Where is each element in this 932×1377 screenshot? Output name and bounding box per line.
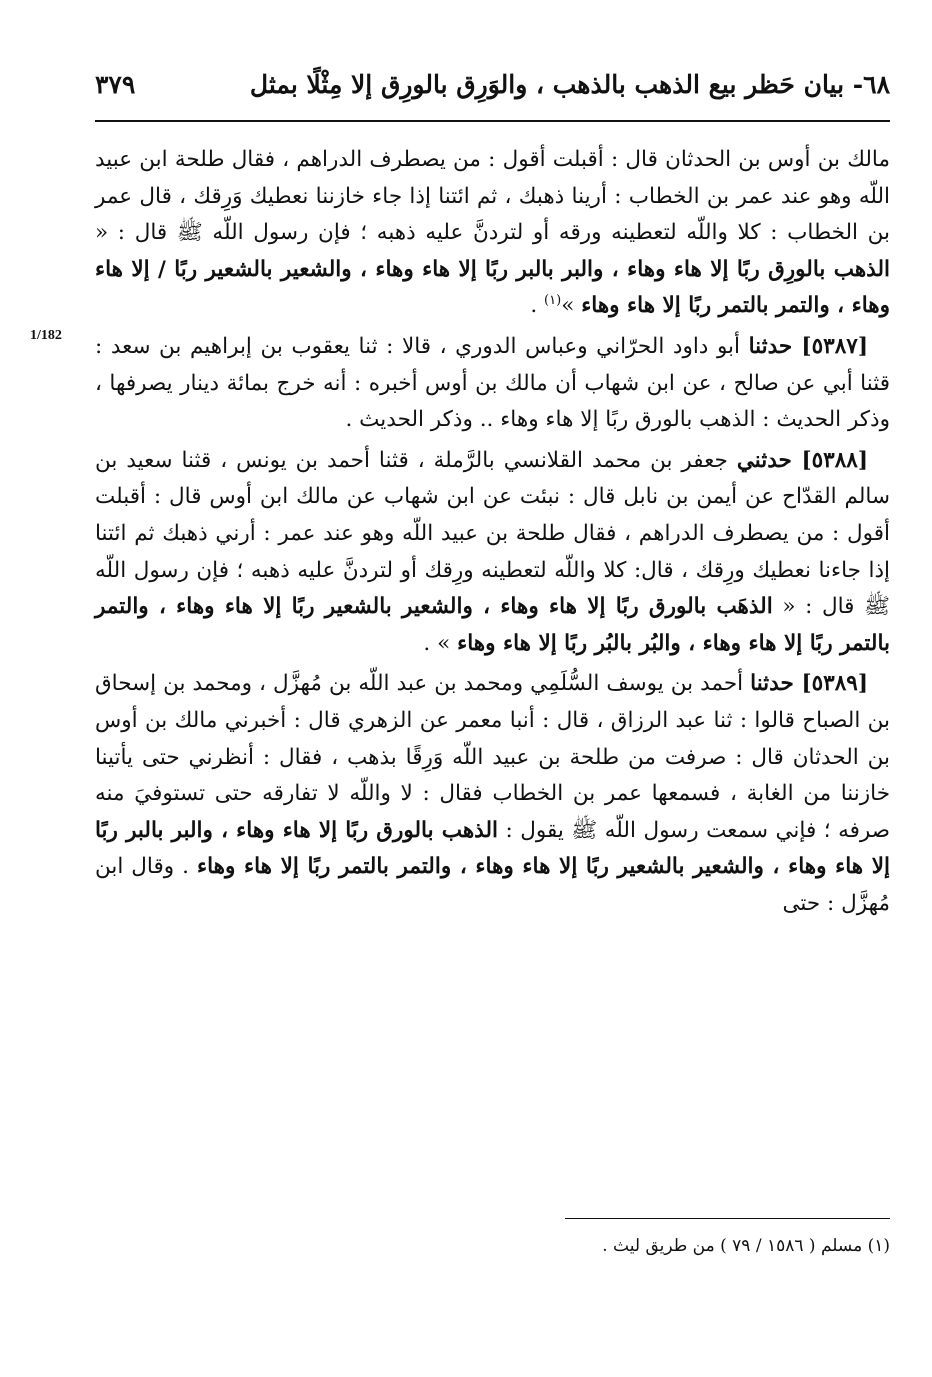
paragraph-hadith-5389 bbox=[95, 666, 890, 922]
narration-lead: حدثني bbox=[736, 447, 802, 473]
narration-lead: حدثنا bbox=[750, 671, 802, 697]
hadith-text-bold: الذهب بالورق ربًا إلا هاء وهاء ، والبر بالبر ربًا إلا هاء وهاء ، والشعير بالشعير ربًا إلا هاء وهاء ، والتمر بالتمر ربًا إلا هاء وهاء bbox=[95, 817, 891, 880]
text-run: جعفر بن محمد القلانسي بالرَّملة ، قثنا أحمد بن يونس ، قثنا سعيد بن سالم القدّاح عن أيمن بن نابل قال : نبئت عن ابن شهاب عن مالك ابن أوس قال : أقبلت أقول : من يصطرف الدراهم ، فقال طلحة بن عبيد اللّه وهو عند عمر : أرني ذهبك ثم ائتنا إذا جاءنا نعطيك ورِقك ، قال: كلا واللّه لتعطينه ورِقك أو لتردنَّ عليه ذهبه ؛ فإن رسول اللّه ﷺ قال : « bbox=[95, 447, 891, 620]
margin-volume-note: 1/182 bbox=[30, 328, 62, 343]
page-header bbox=[95, 64, 890, 110]
hadith-number: [٥٣٨٧] bbox=[801, 333, 868, 359]
text-run: » bbox=[561, 293, 582, 319]
text-run: أبو داود الحرّاني وعباس الدوري ، قالا : ثنا يعقوب بن إبراهيم بن سعد : قثنا أبي عن صالح ، عن ابن شهاب أن مالك بن أوس أخبره : أنه خرج بمائة دينار يصرفها ، وذكر الحديث : الذهب بالورق ربًا إلا هاء وهاء .. وذكر الحديث . bbox=[95, 333, 890, 433]
hadith-text-bold: الذهَب بالورق ربًا إلا هاء وهاء ، والشعير بالشعير ربًا إلا هاء وهاء ، والتمر بالتمر ربًا إلا هاء وهاء ، والبُر بالبُر ربًا إلا هاء وهاء bbox=[95, 594, 890, 656]
paragraph-hadith-5387 bbox=[95, 329, 890, 439]
text-run: مالك بن أوس بن الحدثان قال : أقبلت أقول : من يصطرف الدراهم ، فقال طلحة ابن عبيد اللّه وهو عند عمر بن الخطاب : أرينا ذهبك ، ثم ائتنا إذا جاء خازننا نعطيك وَرِقك ، قال عمر بن الخطاب : كلا واللّه لتعطينه ورقه أو لتردنَّ عليه ذهبه ؛ فإن رسول اللّه ﷺ قال : « bbox=[95, 147, 890, 246]
page-number: ٣٧٩ bbox=[95, 70, 136, 99]
paragraph-continuation bbox=[95, 142, 890, 325]
hadith-number: [٥٣٨٩] bbox=[801, 671, 869, 697]
running-title: ٦٨- بيان حَظر بيع الذهب بالذهب ، والوَرِق بالورِق إلا مِثْلًا بمثل bbox=[249, 70, 890, 99]
footnote-reference: (١) bbox=[544, 293, 562, 309]
text-run: » . bbox=[423, 630, 458, 656]
header-rule bbox=[95, 120, 890, 122]
hadith-text-bold: الذهب بالورِق ربًا إلا هاء وهاء ، والبر بالبر ربًا إلا هاء وهاء ، والشعير بالشعير ربًا / إلا هاء وهاء ، والتمر بالتمر ربًا إلا هاء وهاء bbox=[95, 256, 890, 319]
paragraph-hadith-5388 bbox=[95, 443, 890, 663]
text-run: . وقال ابن مُهزَّل : حتى bbox=[95, 854, 890, 916]
footnote-rule bbox=[565, 1218, 890, 1219]
hadith-number: [٥٣٨٨] bbox=[801, 447, 869, 473]
text-run: أحمد بن يوسف السُّلَمِي ومحمد بن عبد اللّه بن مُهزَّل ، ومحمد بن إسحاق بن الصباح قالوا : ثنا عبد الرزاق ، قال : أنبا معمر عن الزهري قال : أخبرني مالك بن أوس بن الحدثان قال : صرفت من طلحة بن عبيد اللّه وَرِقًا بذهب ، فقال : أنظرني حتى يأتينا خازننا من الغابة ، فسمعها عمر بن الخطاب فقال : لا واللّه لا تفارقه حتى تستوفيَ منه صرفه ؛ فإني سمعت رسول اللّه ﷺ يقول : bbox=[95, 671, 890, 843]
text-run: . bbox=[530, 293, 545, 319]
narration-lead: حدثنا bbox=[748, 333, 802, 359]
body-text bbox=[95, 142, 890, 926]
footnote: (١) مسلم ( ١٥٨٦ / ٧٩ ) من طريق ليث . bbox=[602, 1236, 890, 1256]
